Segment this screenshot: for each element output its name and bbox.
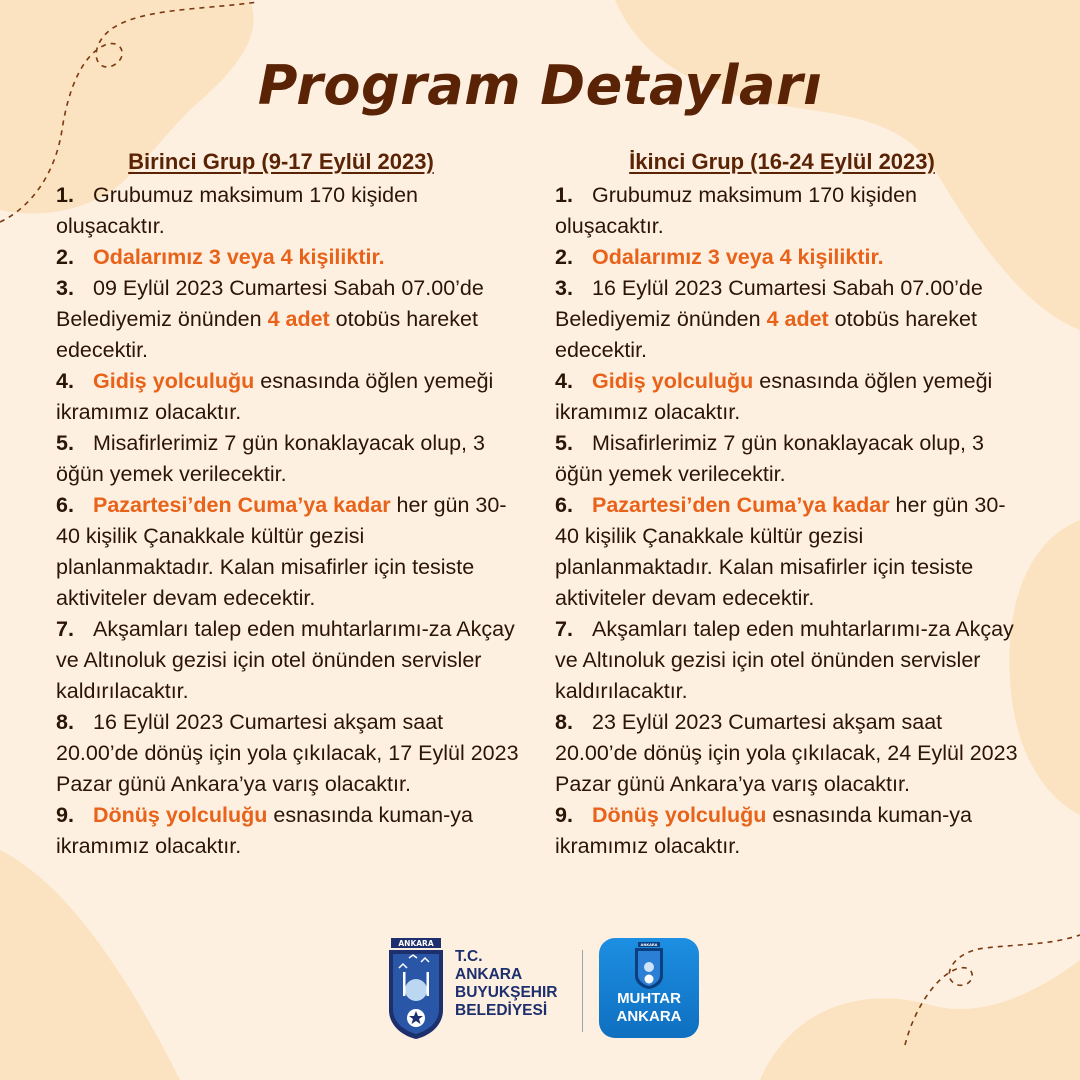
logo-divider — [582, 950, 583, 1032]
program-item — [56, 180, 524, 242]
program-item — [555, 428, 1027, 490]
abb-line-3: BUYUKŞEHIR — [455, 984, 558, 1001]
program-list — [56, 180, 524, 862]
item-number: 4. — [56, 369, 74, 393]
program-item — [56, 707, 524, 800]
highlighted-text: Pazartesi’den Cuma’ya kadar — [93, 493, 391, 517]
item-text: otobüs hareket edecektir. — [56, 307, 478, 362]
highlighted-text: Odalarımız 3 veya 4 kişiliktir. — [93, 245, 385, 269]
item-text: esnasında kuman-ya ikramımız olacaktır. — [555, 803, 972, 858]
highlighted-text: Dönüş yolculuğu — [592, 803, 767, 827]
item-text: 16 Eylül 2023 Cumartesi Sabah 07.00’de Belediyemiz önünden — [555, 276, 983, 331]
item-text: Akşamları talep eden muhtarlarımı-za Akçay ve Altınoluk gezisi için otel önünden servisler kaldırılacaktır. — [56, 617, 515, 703]
abb-line-2: ANKARA — [455, 966, 523, 983]
item-text: esnasında öğlen yemeği ikramımız olacaktır. — [555, 369, 993, 424]
program-item — [56, 428, 524, 490]
item-text: esnasında kuman-ya ikramımız olacaktır. — [56, 803, 473, 858]
program-item — [56, 614, 524, 707]
footer-logos — [385, 938, 715, 1042]
program-item — [555, 180, 1027, 242]
item-text: esnasında öğlen yemeği ikramımız olacaktır. — [56, 369, 494, 424]
item-number: 8. — [555, 710, 573, 734]
item-text: Grubumuz maksimum 170 kişiden oluşacaktır. — [56, 183, 419, 238]
item-text: Misafirlerimiz 7 gün konaklayacak olup, 3 öğün yemek verilecektir. — [56, 431, 485, 486]
abb-line-4: BELEDİYESİ — [455, 1002, 548, 1019]
highlighted-text: Gidiş yolculuğu — [93, 369, 255, 393]
muhtar-name — [599, 990, 699, 1026]
highlighted-text: Odalarımız 3 veya 4 kişiliktir. — [592, 245, 884, 269]
item-text: 16 Eylül 2023 Cumartesi akşam saat 20.00’de dönüş için yola çıkılacak, 17 Eylül 2023 Pazar günü Ankara’ya varış olacaktır. — [56, 710, 519, 796]
bottom-left-blob — [0, 850, 180, 1080]
program-item — [555, 800, 1027, 862]
highlighted-text: 4 adet — [267, 307, 330, 331]
item-number: 1. — [56, 183, 74, 207]
item-number: 7. — [56, 617, 74, 641]
item-number: 6. — [56, 493, 74, 517]
item-number: 6. — [555, 493, 573, 517]
group-column-first — [56, 148, 524, 862]
item-number: 8. — [56, 710, 74, 734]
ankara-municipality-emblem-icon — [385, 938, 447, 1040]
highlighted-text: Dönüş yolculuğu — [93, 803, 268, 827]
program-item — [555, 273, 1027, 366]
item-number: 9. — [56, 803, 74, 827]
highlighted-text: Pazartesi’den Cuma’ya kadar — [592, 493, 890, 517]
program-item — [555, 707, 1027, 800]
bottom-right-blob — [760, 960, 1080, 1080]
muhtar-line-2: ANKARA — [616, 1008, 682, 1025]
group-heading: Birinci Grup (9-17 Eylül 2023) — [128, 149, 434, 174]
program-item — [56, 490, 524, 614]
abb-name — [455, 948, 557, 1020]
abb-line-1: T.C. — [455, 948, 483, 965]
highlighted-text: Gidiş yolculuğu — [592, 369, 754, 393]
item-text: Akşamları talep eden muhtarlarımı-za Akçay ve Altınoluk gezisi için otel önünden servisler kaldırılacaktır. — [555, 617, 1014, 703]
item-number: 2. — [56, 245, 74, 269]
item-number: 3. — [56, 276, 74, 300]
muhtar-line-1: MUHTAR — [617, 990, 681, 1007]
item-text: Grubumuz maksimum 170 kişiden oluşacaktır. — [555, 183, 918, 238]
program-item — [555, 242, 1027, 273]
group-column-second — [555, 148, 1027, 862]
muhtar-ankara-logo — [599, 938, 699, 1038]
program-item — [56, 800, 524, 862]
item-text: 23 Eylül 2023 Cumartesi akşam saat 20.00’de dönüş için yola çıkılacak, 24 Eylül 2023 Pazar günü Ankara’ya varış olacaktır. — [555, 710, 1018, 796]
program-item — [56, 242, 524, 273]
item-number: 3. — [555, 276, 573, 300]
item-number: 4. — [555, 369, 573, 393]
item-number: 7. — [555, 617, 573, 641]
page-title: Program Detayları — [257, 54, 823, 117]
abb-badge-text: ANKARA — [398, 939, 434, 948]
ankara-emblem-icon — [633, 942, 665, 990]
program-item — [555, 490, 1027, 614]
program-item — [555, 614, 1027, 707]
item-text: her gün 30-40 kişilik Çanakkale kültür gezisi planlanmaktadır. Kalan misafirler için tesiste aktiviteler devam edecektir. — [56, 493, 507, 610]
highlighted-text: 4 adet — [766, 307, 829, 331]
program-item — [56, 366, 524, 428]
item-number: 1. — [555, 183, 573, 207]
program-item — [555, 366, 1027, 428]
group-heading: İkinci Grup (16-24 Eylül 2023) — [629, 149, 935, 174]
item-text: otobüs hareket edecektir. — [555, 307, 977, 362]
program-list — [555, 180, 1027, 862]
item-number: 2. — [555, 245, 573, 269]
item-text: 09 Eylül 2023 Cumartesi Sabah 07.00’de Belediyemiz önünden — [56, 276, 484, 331]
item-text: Misafirlerimiz 7 gün konaklayacak olup, 3 öğün yemek verilecektir. — [555, 431, 984, 486]
item-text: her gün 30-40 kişilik Çanakkale kültür gezisi planlanmaktadır. Kalan misafirler için tesiste aktiviteler devam edecektir. — [555, 493, 1006, 610]
muhtar-badge-text: ANKARA — [640, 943, 658, 947]
item-number: 5. — [555, 431, 573, 455]
item-number: 5. — [56, 431, 74, 455]
item-number: 9. — [555, 803, 573, 827]
program-item — [56, 273, 524, 366]
